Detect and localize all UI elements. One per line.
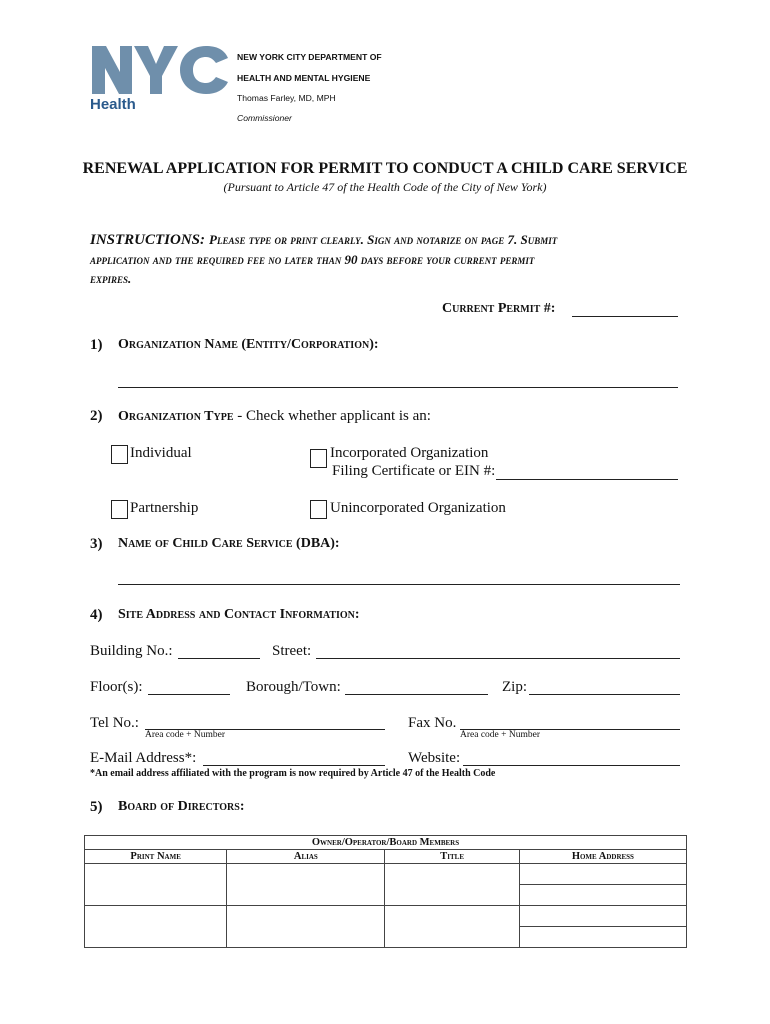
dept-line-2: HEALTH AND MENTAL HYGIENE [237,73,371,83]
nyc-logo-mark [90,44,232,96]
tel-label: Tel No.: [90,715,139,731]
col-header-alias: Alias [227,850,385,864]
table-row [85,906,687,927]
building-no-field[interactable] [178,658,260,659]
fax-label: Fax No. [408,715,457,731]
unincorporated-checkbox[interactable] [310,500,327,519]
instructions-text-1: Please type or print clearly. Sign and notarize on page 7. Submit [209,232,558,247]
col-header-print-name: Print Name [85,850,227,864]
section-3-number: 3) [90,536,103,552]
home-address-cell[interactable] [519,885,686,906]
current-permit-field[interactable] [572,316,678,317]
partnership-checkbox[interactable] [111,500,128,519]
fax-area-code-hint: Area code + Number [460,730,541,740]
form-title: RENEWAL APPLICATION FOR PERMIT TO CONDUCT A CHILD CARE SERVICE [82,160,688,177]
tel-area-code-hint: Area code + Number [145,730,226,740]
incorporated-checkbox[interactable] [310,449,327,468]
title-cell[interactable] [385,906,519,948]
commissioner-title: Commissioner [237,113,292,123]
section-2-heading [118,408,431,425]
instructions-line-3: expires. [90,271,132,286]
street-label: Street: [272,643,312,659]
floors-label: Floor(s): [90,679,143,695]
floors-field[interactable] [148,694,230,695]
current-permit-label: Current Permit #: [442,301,556,316]
individual-checkbox[interactable] [111,445,128,464]
email-field[interactable] [203,765,385,766]
incorporated-label: Incorporated Organization [330,445,489,461]
section-1-label: Organization Name (Entity/Corporation): [118,337,379,352]
form-subtitle: (Pursuant to Article 47 of the Health Code of the City of New York) [223,180,547,194]
street-field[interactable] [316,658,680,659]
section-5-label: Board of Directors: [118,799,245,814]
logo-health-text: Health [90,96,136,113]
section-2-label-suffix: - Check whether applicant is an: [233,408,431,424]
filing-certificate-field[interactable] [496,479,678,480]
col-header-home-address: Home Address [519,850,686,864]
email-requirement-note: *An email address affiliated with the program is now required by Article 47 of the Health Code [90,768,496,779]
section-5-number: 5) [90,799,103,815]
borough-field[interactable] [345,694,488,695]
zip-label: Zip: [502,679,527,695]
instructions-line-2: application and the required fee no later than 90 days before your current permit [90,252,535,267]
unincorporated-label: Unincorporated Organization [330,500,506,516]
organization-name-field[interactable] [118,387,678,388]
alias-cell[interactable] [227,864,385,906]
commissioner-name: Thomas Farley, MD, MPH [237,93,336,103]
website-field[interactable] [463,765,680,766]
home-address-cell[interactable] [519,927,686,948]
partnership-label: Partnership [130,500,199,516]
section-1-number: 1) [90,337,103,353]
board-table-title: Owner/Operator/Board Members [85,836,687,850]
section-4-number: 4) [90,607,103,623]
col-header-title: Title [385,850,519,864]
filing-certificate-label: Filing Certificate or EIN #: [332,463,496,479]
section-3-label: Name of Child Care Service (DBA): [118,536,340,551]
instructions-line-1 [90,230,690,250]
section-2-label: Organization Type [118,409,234,424]
zip-field[interactable] [529,694,680,695]
dept-line-1: NEW YORK CITY DEPARTMENT OF [237,52,382,62]
home-address-cell[interactable] [519,864,686,885]
building-no-label: Building No.: [90,643,173,659]
email-label: E-Mail Address*: [90,750,197,766]
title-cell[interactable] [385,864,519,906]
board-members-table [84,835,687,948]
table-row [85,864,687,885]
dba-name-field[interactable] [118,584,680,585]
home-address-cell[interactable] [519,906,686,927]
section-4-label: Site Address and Contact Information: [118,607,360,622]
instructions [90,230,690,288]
instructions-label: INSTRUCTIONS: [90,232,206,248]
print-name-cell[interactable] [85,906,227,948]
alias-cell[interactable] [227,906,385,948]
website-label: Website: [408,750,461,766]
nyc-health-logo [90,44,232,118]
section-2-number: 2) [90,408,103,424]
borough-label: Borough/Town: [246,679,341,695]
individual-label: Individual [130,445,192,461]
print-name-cell[interactable] [85,864,227,906]
